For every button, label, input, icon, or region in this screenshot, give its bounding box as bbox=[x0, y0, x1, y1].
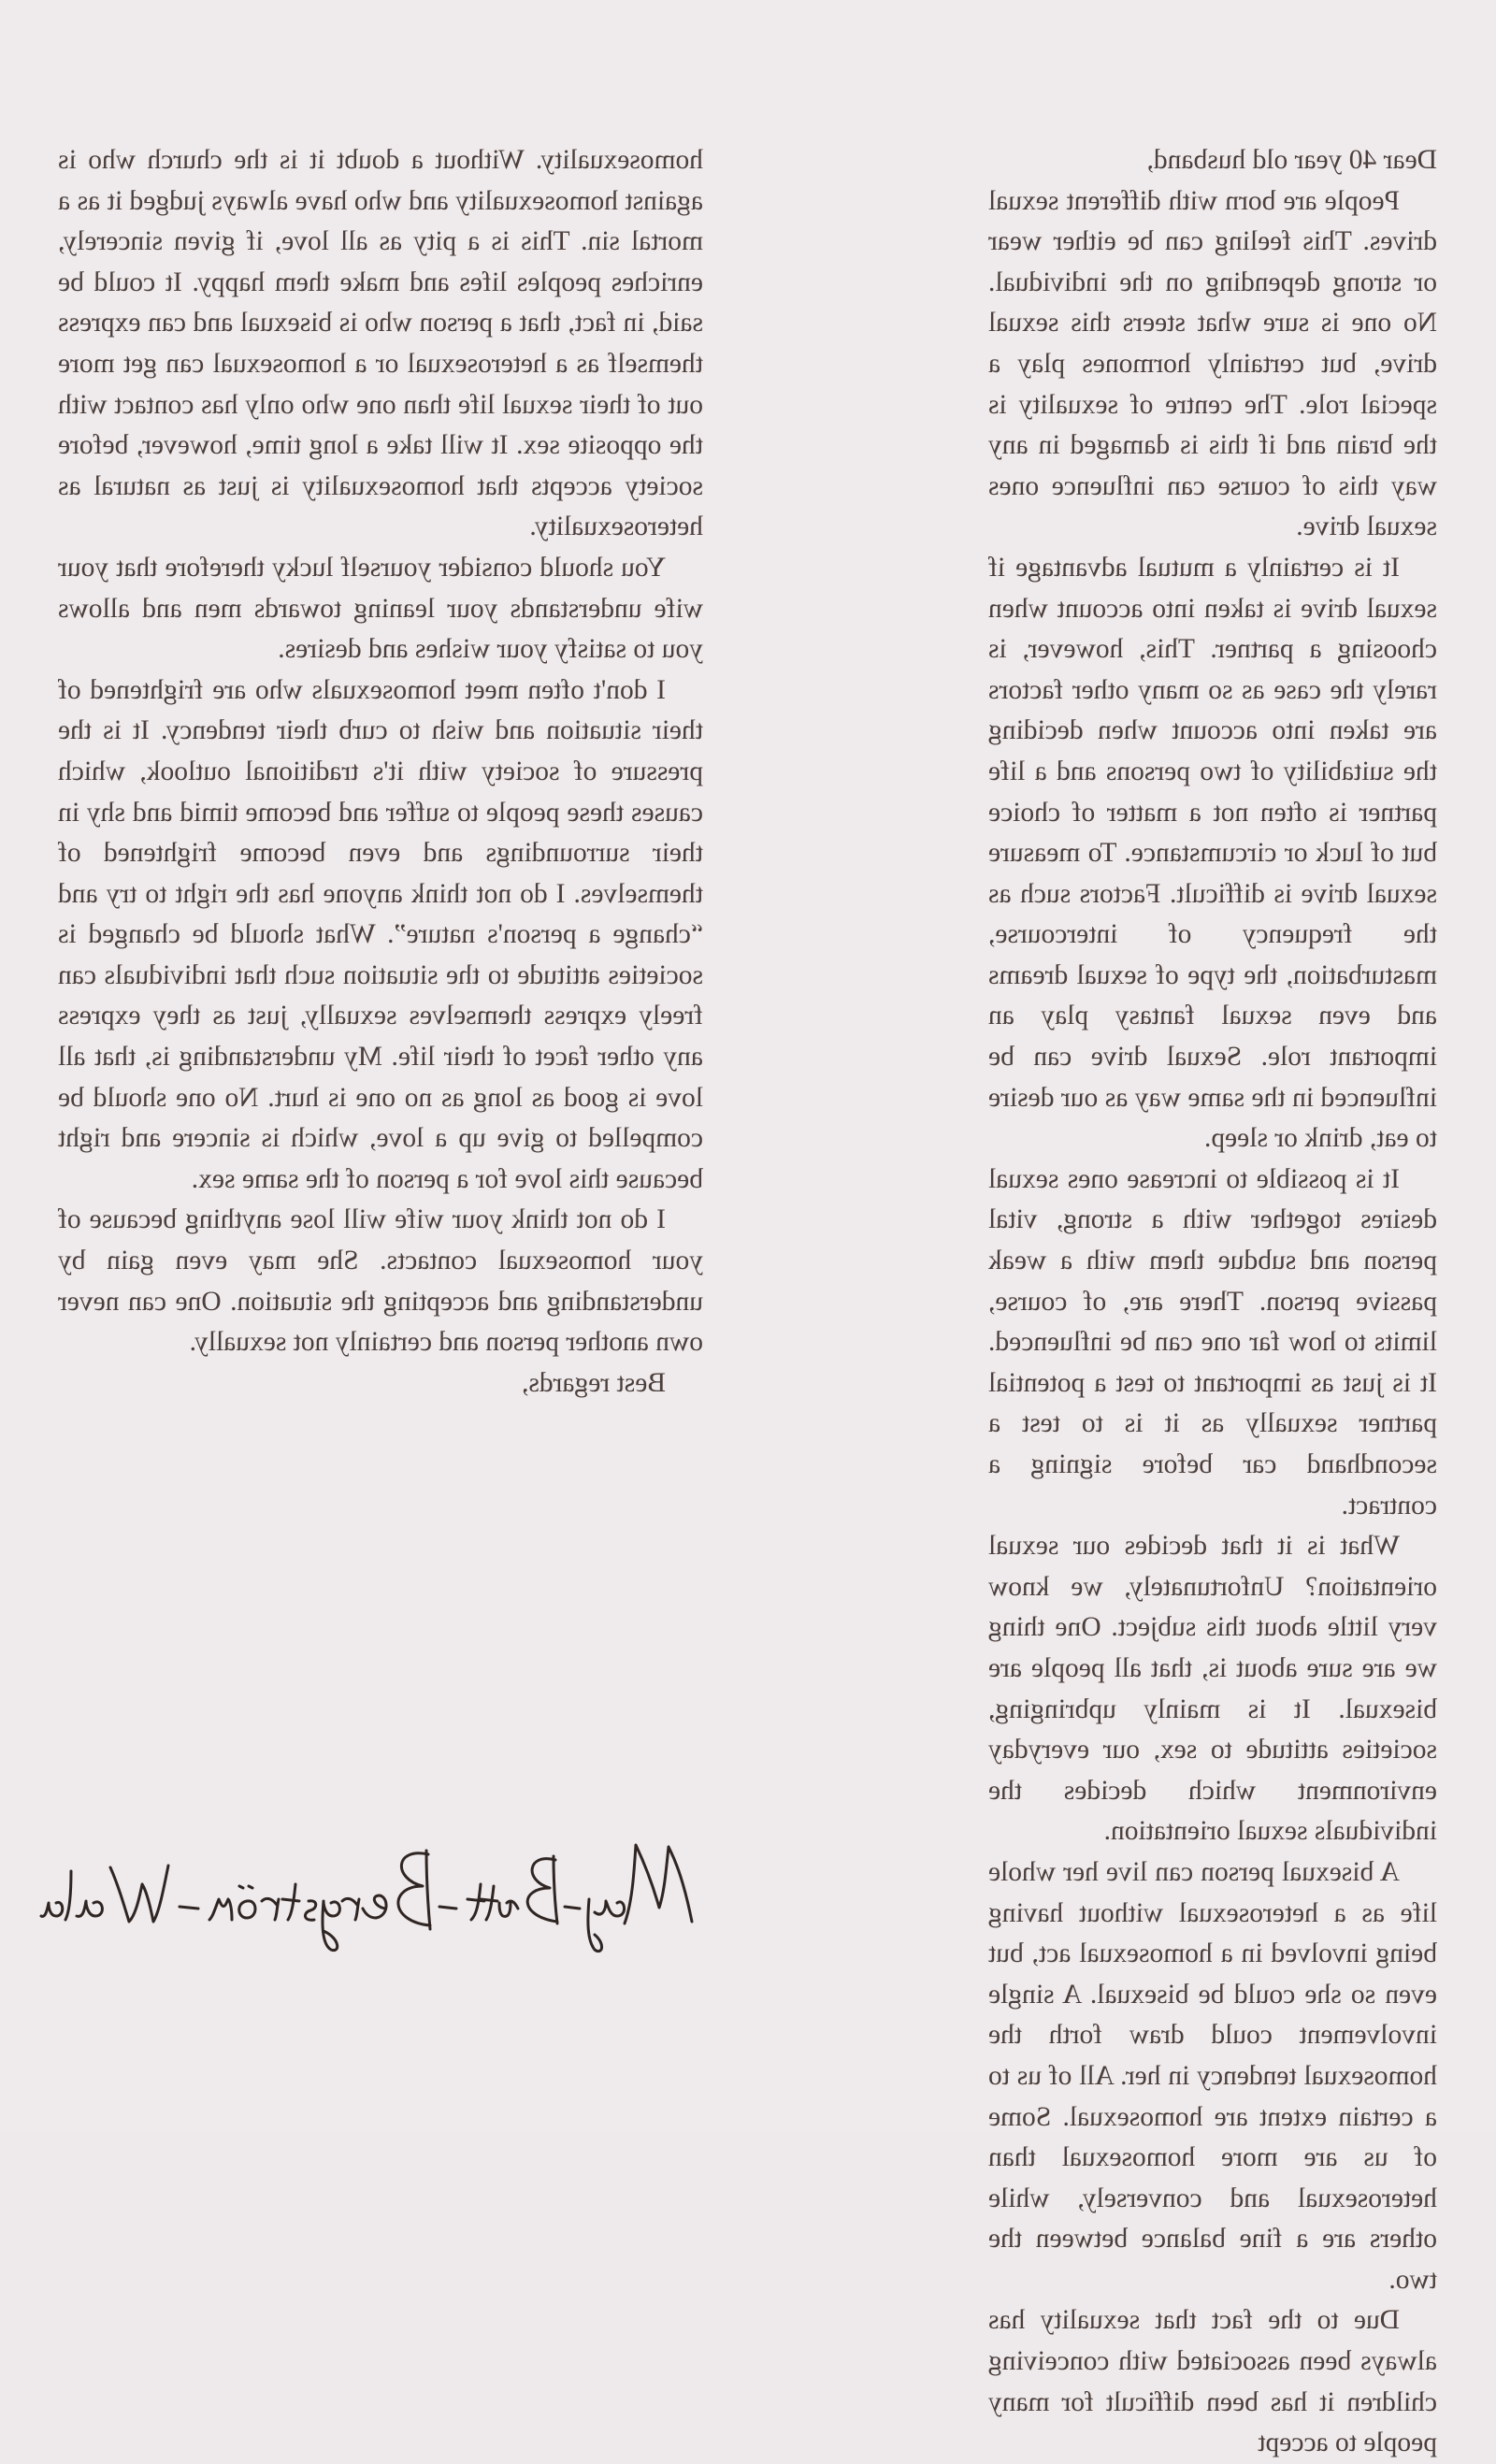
letter-column-1 bbox=[988, 140, 1437, 2464]
handwritten-signature bbox=[37, 1819, 711, 1959]
paragraph: I don't often meet homosexuals who are frightened of their situation and wish to curb their tendency. It is the pressure of society with it's traditional outlook, which causes these people to suffer and become timid and shy in their surroundings and even become frightened of themselves. I do not think anyone has the right to try and “change a person's nature”. What should be changed is societies attitude to the situation such that individuals can freely express themselves sexually, just as they express any other facet of their life. My understanding is, that all love is good as long as no one is hurt. No one should be compelled to give up a love, which is sincere and right because this love for a person of the same sex. bbox=[58, 674, 703, 1194]
paragraph: You should consider yourself lucky therefore that your wife understands your leaning towards men and allows you to satisfy your wishes and desires. bbox=[58, 552, 703, 665]
closing: Best regards, bbox=[521, 1367, 666, 1398]
paragraph: People are born with different sexual drives. This feeling can be either wear or strong depending on the individual. No one is sure what steers this sexual drive, but certainly hormones play a special role. The centre of sexuality is the brain and if this is damaged in any way this of course can influence ones sexual drive. bbox=[988, 185, 1437, 542]
letter-column-2 bbox=[58, 140, 703, 1404]
paragraph: What is it that decides our sexual orientation? Unfortunately, we know very little about this subject. One thing we are sure about is, that all people are bisexual. It is mainly upbringing, societies attitude to sex, our everyday environment which decides the individuals sexual orientation. bbox=[988, 1531, 1437, 1847]
paragraph: It is certainly a mutual advantage if sexual drive is taken into account when choosing a partner. This, however, is rarely the case as so many other factors are taken into account when deciding the suitability of two persons and a life partner is often not a matter of choice but of luck or circumstance. To measure sexual drive is difficult. Factors such as the frequency of intercourse, masturbation, the type of sexual dreams and even sexual fantasy play an important role. Sexual drive can be influenced in the same way as our desire to eat, drink or sleep. bbox=[988, 552, 1437, 1154]
salutation: Dear 40 year old husband, bbox=[1146, 145, 1437, 175]
paragraph: homosexuality. Without a doubt it is the church who is against homosexuality and who have always judged it as a mortal sin. This is a pity as all love, if given sincerely, enriches peoples lifes and make them happy. It could be said, in fact, that a person who is bisexual and can express themself as a heterosexual or a homosexual can get more out of their sexual life than one who only has contact with the opposite sex. It will take a long time, however, before society accepts that homosexuality is just as natural as heterosexuality. bbox=[58, 145, 703, 542]
paragraph: A bisexual person can live her whole life as a heterosexual without having being involved in a homosexual act, but even so she could be bisexual. A single involvement could draw forth the homosexual tendency in her. All of us to a certain extent are homosexual. Some of us are more homosexual than heterosexual and conversely, while others are a fine balance between the two. bbox=[988, 1856, 1437, 2295]
paragraph: It is possible to increase ones sexual desires together with a strong, vital person and subdue them with a weak passive person. There are, of course, limits to how far one can be influenced. It is just as important to test a potential partner sexually as it is to test a secondhand car before signing a contract. bbox=[988, 1163, 1437, 1520]
paragraph: Due to the fact that sexuality has always been associated with conceiving children it has been difficult for many people to accept bbox=[988, 2305, 1437, 2458]
paragraph: I do not think your wife will lose anything because of your homosexual contacts. She may even gain by understanding and accepting the situation. One can never own another person and certainly not sexually. bbox=[58, 1204, 703, 1358]
